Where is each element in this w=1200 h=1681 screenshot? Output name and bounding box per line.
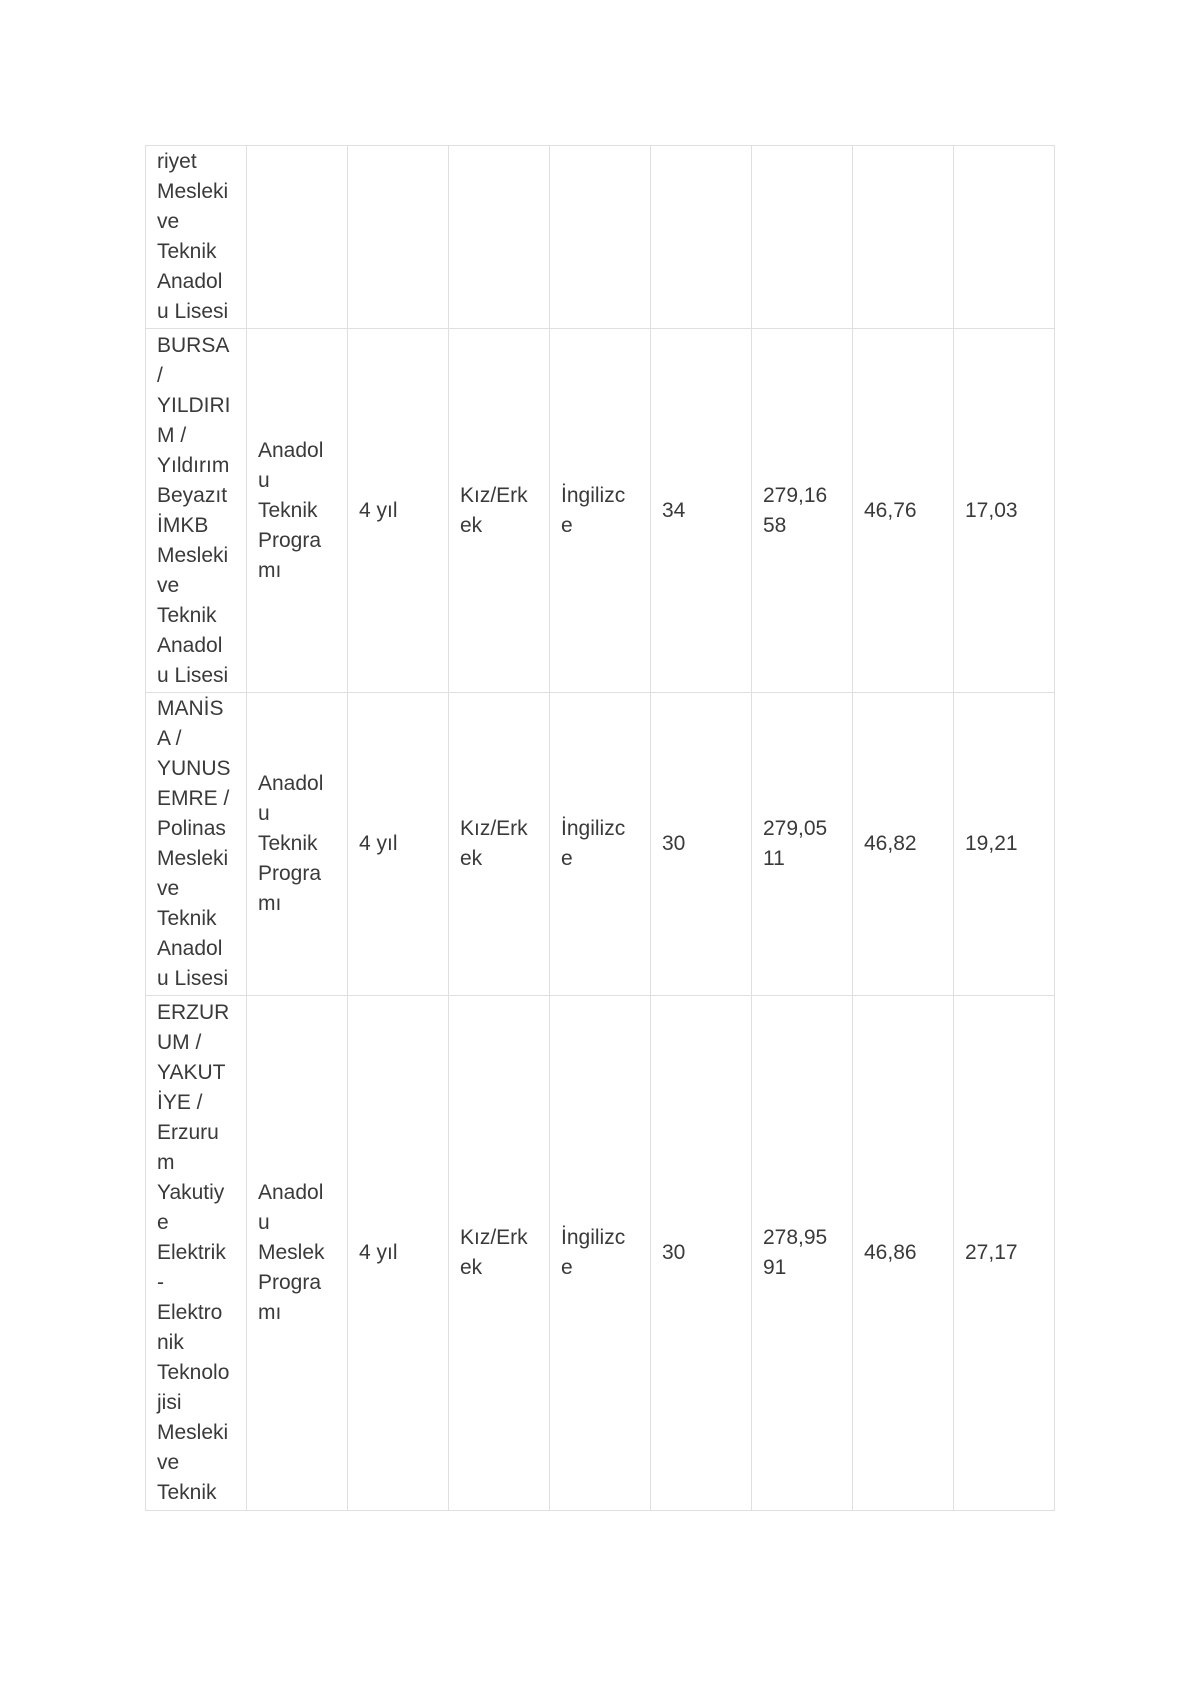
cell-quota bbox=[651, 693, 752, 996]
program-type: Anadolu Teknik Programı bbox=[258, 438, 324, 582]
cell-score bbox=[752, 329, 853, 693]
school-table bbox=[145, 145, 1055, 1511]
cell-duration bbox=[348, 329, 449, 693]
quota: 30 bbox=[662, 1241, 686, 1264]
language: İngilizce bbox=[561, 1226, 626, 1279]
cell-value-a bbox=[853, 146, 954, 329]
value-b: 17,03 bbox=[965, 498, 1018, 522]
cell-duration bbox=[348, 146, 449, 329]
cell-value-a bbox=[853, 693, 954, 996]
value-a: 46,82 bbox=[864, 832, 917, 855]
cell-value-a bbox=[853, 996, 954, 1511]
table-row bbox=[146, 146, 1055, 329]
cell-score bbox=[752, 146, 853, 329]
cell-gender bbox=[449, 329, 550, 693]
program-type: Anadolu Teknik Programı bbox=[258, 772, 324, 915]
value-b: 27,17 bbox=[965, 1241, 1018, 1264]
cell-score bbox=[752, 996, 853, 1511]
quota: 34 bbox=[662, 498, 686, 522]
school-name: riyet Mesleki ve Teknik Anadolu Lisesi bbox=[157, 150, 229, 323]
score: 279,0511 bbox=[763, 817, 828, 870]
cell-gender bbox=[449, 693, 550, 996]
score: 279,1658 bbox=[763, 483, 828, 537]
duration: 4 yıl bbox=[359, 832, 398, 855]
school-name: MANİSA / YUNUSEMRE / Polinas Mesleki ve Teknik Anadolu Lisesi bbox=[157, 697, 231, 990]
duration: 4 yıl bbox=[359, 1241, 398, 1264]
cell-value-b bbox=[954, 693, 1055, 996]
cell-school bbox=[146, 996, 247, 1511]
gender: Kız/Erkek bbox=[460, 483, 528, 537]
cell-gender bbox=[449, 996, 550, 1511]
program-type: Anadolu Meslek Programı bbox=[258, 1181, 325, 1324]
language: İngilizce bbox=[561, 483, 626, 537]
cell-language bbox=[550, 693, 651, 996]
cell-program bbox=[247, 693, 348, 996]
table-row bbox=[146, 693, 1055, 996]
cell-duration bbox=[348, 693, 449, 996]
cell-program bbox=[247, 146, 348, 329]
cell-language bbox=[550, 996, 651, 1511]
cell-school bbox=[146, 329, 247, 693]
score: 278,9591 bbox=[763, 1226, 828, 1279]
gender: Kız/Erkek bbox=[460, 1226, 528, 1279]
cell-value-b bbox=[954, 329, 1055, 693]
duration: 4 yıl bbox=[359, 498, 398, 522]
quota: 30 bbox=[662, 832, 686, 855]
cell-gender bbox=[449, 146, 550, 329]
gender: Kız/Erkek bbox=[460, 817, 528, 870]
cell-school bbox=[146, 146, 247, 329]
table-row bbox=[146, 996, 1055, 1511]
table-row bbox=[146, 329, 1055, 693]
cell-value-b bbox=[954, 146, 1055, 329]
cell-program bbox=[247, 996, 348, 1511]
cell-value-b bbox=[954, 996, 1055, 1511]
language: İngilizce bbox=[561, 817, 626, 870]
value-a: 46,86 bbox=[864, 1241, 917, 1264]
school-name: BURSA / YILDIRIM / Yıldırım Beyazıt İMKB Mesleki ve Teknik Anadolu Lisesi bbox=[157, 333, 231, 687]
cell-school bbox=[146, 693, 247, 996]
cell-language bbox=[550, 146, 651, 329]
cell-program bbox=[247, 329, 348, 693]
cell-language bbox=[550, 329, 651, 693]
cell-value-a bbox=[853, 329, 954, 693]
cell-quota bbox=[651, 329, 752, 693]
value-b: 19,21 bbox=[965, 832, 1018, 855]
cell-quota bbox=[651, 146, 752, 329]
cell-duration bbox=[348, 996, 449, 1511]
value-a: 46,76 bbox=[864, 498, 917, 522]
cell-quota bbox=[651, 996, 752, 1511]
school-name: ERZURUM / YAKUTİYE / Erzurum Yakutiye Elektrik-Elektronik Teknolojisi Mesleki ve Teknik bbox=[157, 1001, 230, 1504]
cell-score bbox=[752, 693, 853, 996]
